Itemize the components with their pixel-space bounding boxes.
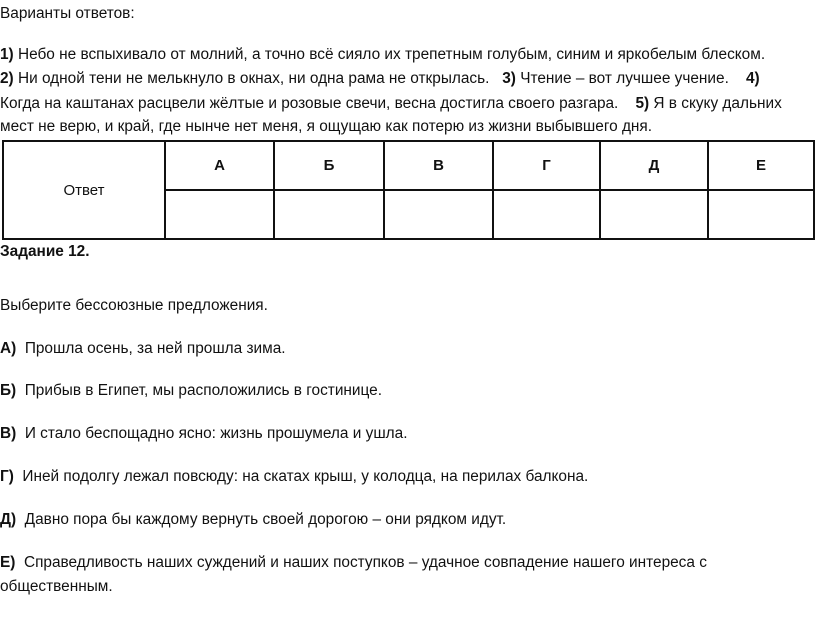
- variant-line-3: [0, 94, 782, 114]
- variant-text-4: Когда на каштанах расцвели жёлтые и розовые свечи, весна достигла своего разгара.: [0, 95, 619, 112]
- task-title: Задание 12.: [0, 243, 90, 260]
- table-header-cell: Г: [493, 141, 600, 190]
- variant-text-5: Я в скуку дальних: [649, 95, 782, 112]
- variant-line-1: [0, 45, 765, 65]
- variant-number-2: 2): [0, 70, 14, 87]
- variant-text-2: Ни одной тени не мелькнуло в окнах, ни одна рама не открылась.: [13, 70, 490, 87]
- table-header-cell: Е: [708, 141, 814, 190]
- table-header-row: [3, 141, 814, 190]
- answer-cell[interactable]: [493, 190, 600, 239]
- task-option-d: [0, 510, 506, 530]
- task-option-v: [0, 424, 407, 444]
- variant-text-3: Чтение – вот лучшее учение.: [515, 70, 729, 87]
- task-option-e: [0, 553, 707, 573]
- option-label: Д): [0, 511, 17, 528]
- option-text: Прошла осень, за ней прошла зима.: [24, 340, 286, 357]
- task-option-b: [0, 381, 382, 401]
- answer-row-label: Ответ: [3, 141, 165, 239]
- option-label: В): [0, 425, 17, 442]
- option-text: Иней подолгу лежал повсюду: на скатах крыш, у колодца, на перилах балкона.: [22, 468, 589, 485]
- task-option-g: [0, 467, 588, 487]
- option-text: Прибыв в Египет, мы расположились в гостинице.: [24, 382, 382, 399]
- variant-text-1: Небо не вспыхивало от молний, а точно всё сияло их трепетным голубым, синим и яркобелым блеском.: [13, 46, 766, 63]
- variant-line-2: [0, 69, 760, 89]
- table-header-cell: Д: [600, 141, 708, 190]
- answer-cell[interactable]: [600, 190, 708, 239]
- variant-number-4: 4): [745, 70, 760, 87]
- task-option-a: [0, 339, 286, 359]
- option-label: Г): [0, 468, 14, 485]
- option-label: А): [0, 340, 17, 357]
- variant-number-5: 5): [635, 95, 650, 112]
- option-text: Справедливость наших суждений и наших поступков – удачное совпадение нашего интереса с: [23, 554, 707, 571]
- option-label: Е): [0, 554, 16, 571]
- option-text: И стало беспощадно ясно: жизнь прошумела и ушла.: [24, 425, 408, 442]
- option-label: Б): [0, 382, 17, 399]
- answer-cell[interactable]: [708, 190, 814, 239]
- answer-cell[interactable]: [384, 190, 493, 239]
- variants-heading: Варианты ответов:: [0, 5, 135, 22]
- answer-cell[interactable]: [165, 190, 274, 239]
- task-instruction: Выберите бессоюзные предложения.: [0, 297, 268, 314]
- table-header-cell: А: [165, 141, 274, 190]
- answer-table: [2, 140, 815, 240]
- task-option-e-continuation: общественным.: [0, 578, 113, 595]
- variant-number-3: 3): [502, 70, 516, 87]
- variant-line-4: мест не верю, и край, где нынче нет меня, я ощущаю как потерю из жизни выбывшего дня.: [0, 118, 653, 135]
- table-header-cell: Б: [274, 141, 384, 190]
- option-text: Давно пора бы каждому вернуть своей дорогою – они рядком идут.: [24, 511, 507, 528]
- answer-cell[interactable]: [274, 190, 384, 239]
- variant-number-1: 1): [0, 46, 14, 63]
- table-header-cell: В: [384, 141, 493, 190]
